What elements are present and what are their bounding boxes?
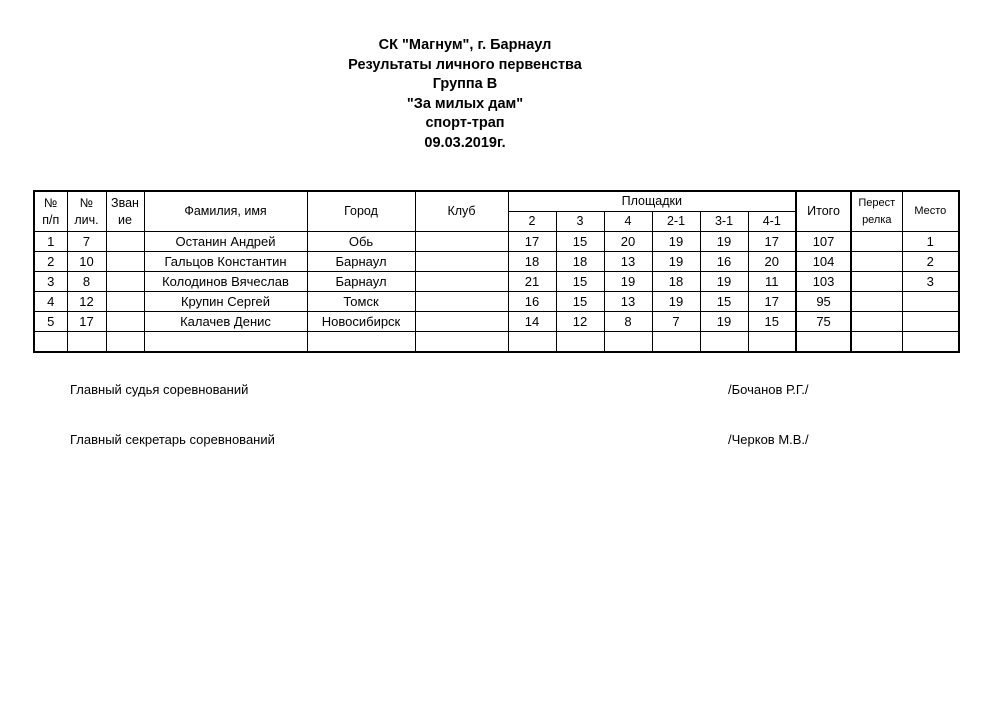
cell-city: Новосибирск [307, 312, 415, 332]
header-city: Город [307, 191, 415, 232]
results-table [33, 190, 960, 353]
cell-zvanie [106, 312, 144, 332]
cell-city: Барнаул [307, 252, 415, 272]
cell-zvanie [106, 232, 144, 252]
cell-round: 16 [508, 292, 556, 312]
cell-num-pp: 2 [34, 252, 67, 272]
discipline-title: спорт-трап [425, 115, 505, 132]
cell-num-pp: 1 [34, 232, 67, 252]
cell-round: 19 [652, 232, 700, 252]
cell-round [700, 332, 748, 353]
cell-zvanie [106, 332, 144, 353]
cell-total: 107 [796, 232, 851, 252]
cell-total: 75 [796, 312, 851, 332]
document-header [0, 36, 930, 154]
cell-city: Обь [307, 232, 415, 252]
cell-club [415, 292, 508, 312]
cell-round: 17 [508, 232, 556, 252]
cell-city: Барнаул [307, 272, 415, 292]
cell-total: 103 [796, 272, 851, 292]
header-round: 2-1 [652, 212, 700, 232]
cell-place [902, 292, 959, 312]
header-pereshoot: Перест релка [851, 191, 902, 232]
cell-club [415, 272, 508, 292]
cell-zvanie [106, 272, 144, 292]
cell-round: 17 [748, 292, 796, 312]
cell-round: 13 [604, 252, 652, 272]
cell-round: 15 [556, 292, 604, 312]
cell-club [415, 252, 508, 272]
cell-round [604, 332, 652, 353]
cell-round: 20 [748, 252, 796, 272]
event-title: "За милых дам" [406, 95, 524, 112]
cell-round: 18 [508, 252, 556, 272]
cell-round: 15 [556, 272, 604, 292]
table-row [34, 272, 959, 292]
header-ploshadki: Площадки [508, 191, 796, 212]
results-subtitle: Результаты личного первенства [348, 56, 582, 73]
cell-name: Колодинов Вячеслав [144, 272, 307, 292]
cell-zvanie [106, 252, 144, 272]
cell-place: 1 [902, 232, 959, 252]
cell-round: 13 [604, 292, 652, 312]
header-num-lich: № лич. [67, 191, 106, 232]
cell-round: 12 [556, 312, 604, 332]
cell-round: 14 [508, 312, 556, 332]
cell-place: 2 [902, 252, 959, 272]
cell-round [652, 332, 700, 353]
header-round: 4 [604, 212, 652, 232]
table-row [34, 232, 959, 252]
cell-round [508, 332, 556, 353]
cell-num-lich: 12 [67, 292, 106, 312]
header-total: Итого [796, 191, 851, 232]
cell-round: 20 [604, 232, 652, 252]
cell-num-lich: 8 [67, 272, 106, 292]
cell-round: 19 [700, 272, 748, 292]
cell-club [415, 332, 508, 353]
table-row [34, 292, 959, 312]
secretary-label: Главный секретарь соревнований [70, 432, 275, 447]
cell-round: 18 [652, 272, 700, 292]
cell-round [748, 332, 796, 353]
header-name: Фамилия, имя [144, 191, 307, 232]
header-club: Клуб [415, 191, 508, 232]
cell-name: Крупин Сергей [144, 292, 307, 312]
cell-round: 8 [604, 312, 652, 332]
cell-zvanie [106, 292, 144, 312]
cell-num-pp: 4 [34, 292, 67, 312]
cell-name [144, 332, 307, 353]
org-title: СК "Магнум", г. Барнаул [378, 37, 552, 53]
header-num-pp: № п/п [34, 191, 67, 232]
cell-round: 19 [652, 252, 700, 272]
cell-num-pp: 5 [34, 312, 67, 332]
cell-round [556, 332, 604, 353]
cell-total: 104 [796, 252, 851, 272]
table-row [34, 312, 959, 332]
header-round: 2 [508, 212, 556, 232]
cell-city: Томск [307, 292, 415, 312]
cell-num-pp: 3 [34, 272, 67, 292]
header-round: 3-1 [700, 212, 748, 232]
cell-place [902, 312, 959, 332]
group-title: Группа В [432, 76, 498, 93]
cell-round: 19 [700, 312, 748, 332]
cell-place: 3 [902, 272, 959, 292]
cell-name: Гальцов Константин [144, 252, 307, 272]
cell-club [415, 232, 508, 252]
judge-name: /Бочанов Р.Г./ [728, 382, 809, 397]
cell-round: 11 [748, 272, 796, 292]
cell-round: 7 [652, 312, 700, 332]
cell-pereshoot [851, 332, 902, 353]
cell-round: 16 [700, 252, 748, 272]
cell-pereshoot [851, 292, 902, 312]
cell-pereshoot [851, 232, 902, 252]
cell-name: Калачев Денис [144, 312, 307, 332]
table-row [34, 332, 959, 353]
table-row [34, 252, 959, 272]
cell-round: 19 [604, 272, 652, 292]
cell-total [796, 332, 851, 353]
cell-num-pp [34, 332, 67, 353]
cell-round: 19 [652, 292, 700, 312]
header-zvanie: Зван ие [106, 191, 144, 232]
cell-pereshoot [851, 272, 902, 292]
cell-num-lich: 17 [67, 312, 106, 332]
header-place: Место [902, 191, 959, 232]
cell-round: 15 [556, 232, 604, 252]
event-date: 09.03.2019г. [424, 134, 506, 151]
cell-club [415, 312, 508, 332]
cell-num-lich [67, 332, 106, 353]
cell-num-lich: 7 [67, 232, 106, 252]
header-round: 4-1 [748, 212, 796, 232]
cell-round: 17 [748, 232, 796, 252]
cell-round: 15 [700, 292, 748, 312]
cell-round: 21 [508, 272, 556, 292]
cell-pereshoot [851, 252, 902, 272]
cell-num-lich: 10 [67, 252, 106, 272]
cell-round: 18 [556, 252, 604, 272]
cell-pereshoot [851, 312, 902, 332]
cell-round: 15 [748, 312, 796, 332]
cell-city [307, 332, 415, 353]
cell-name: Останин Андрей [144, 232, 307, 252]
cell-round: 19 [700, 232, 748, 252]
secretary-name: /Черков М.В./ [728, 432, 809, 447]
header-round: 3 [556, 212, 604, 232]
cell-total: 95 [796, 292, 851, 312]
cell-place [902, 332, 959, 353]
judge-label: Главный судья соревнований [70, 382, 249, 397]
